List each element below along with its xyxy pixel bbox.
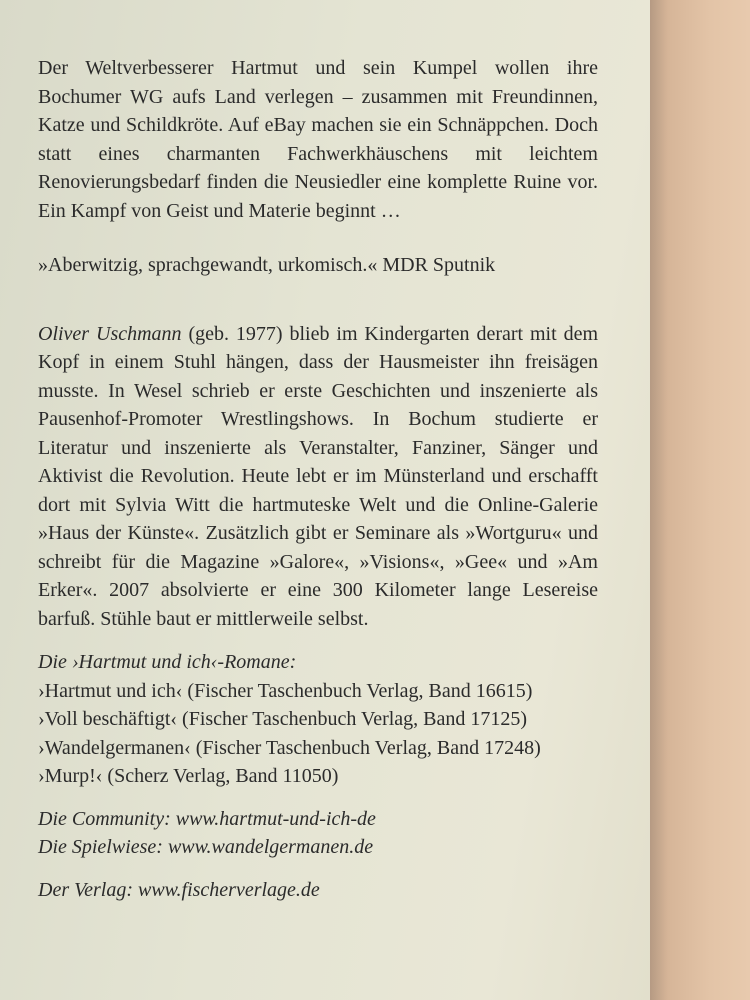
book-blurb: Der Weltverbesserer Hartmut und sein Kumpel wollen ihre Bochumer WG aufs Land verlegen – zusammen mit Freundinnen, Katze und Schildkröte. Auf eBay machen sie ein Schnäppchen. Doch statt eines charmanten Fachwerkhäuschens mit leichtem Renovierungsbedarf finden die Neusiedler eine komplette Ruine vor. Ein Kampf von Geist und Materie beginnt … <box>38 57 598 222</box>
novel-list <box>38 648 598 791</box>
web-links <box>38 805 598 862</box>
novel-item: ›Wandelgermanen‹ (Fischer Taschenbuch Verlag, Band 17248) <box>38 736 541 759</box>
publisher-links <box>38 876 598 905</box>
page-content <box>38 54 598 904</box>
community-link: Die Community: www.hartmut-und-ich-de <box>38 807 376 830</box>
novel-item: ›Murp!‹ (Scherz Verlag, Band 11050) <box>38 765 339 787</box>
press-quote: »Aberwitzig, sprachgewandt, urkomisch.« MDR Sputnik <box>38 254 496 276</box>
spielwiese-link: Die Spielwiese: www.wandelgermanen.de <box>38 836 374 858</box>
publisher-link: Der Verlag: www.fischerverlage.de <box>38 878 320 901</box>
author-bio-text: (geb. 1977) blieb im Kindergarten derart mit dem Kopf in einem Stuhl hängen, dass der Hausmeister ihn freisägen musste. In Wesel schrieb er erste Geschichten und inszenierte als Pausenhof-Promoter Wrestlingshows. In Bochum studierte er Literatur und inszenierte als Veranstalter, Fanziner, Sänger und Aktivist die Revolution. Heute lebt er im Münsterland und erschafft dort mit Sylvia Witt die hartmuteske Welt und die Online-Galerie »Haus der Künste«. Zusätzlich gibt er Seminare als »Wortguru« und schreibt für die Magazine »Galore«, »Visions«, »Gee« und »Am Erker«. 2007 absolvierte er eine 300 Kilometer lange Lesereise barfuß. Stühle baut er mittlerweile selbst. <box>38 322 599 630</box>
author-bio <box>38 320 598 634</box>
adjacent-page-edge <box>650 0 750 1000</box>
author-name: Oliver Uschmann <box>38 322 182 345</box>
novel-list-heading: Die ›Hartmut und ich‹-Romane: <box>38 651 297 673</box>
novel-item: ›Hartmut und ich‹ (Fischer Taschenbuch Verlag, Band 16615) <box>38 679 533 702</box>
novel-item: ›Voll beschäftigt‹ (Fischer Taschenbuch Verlag, Band 17125) <box>38 708 528 730</box>
